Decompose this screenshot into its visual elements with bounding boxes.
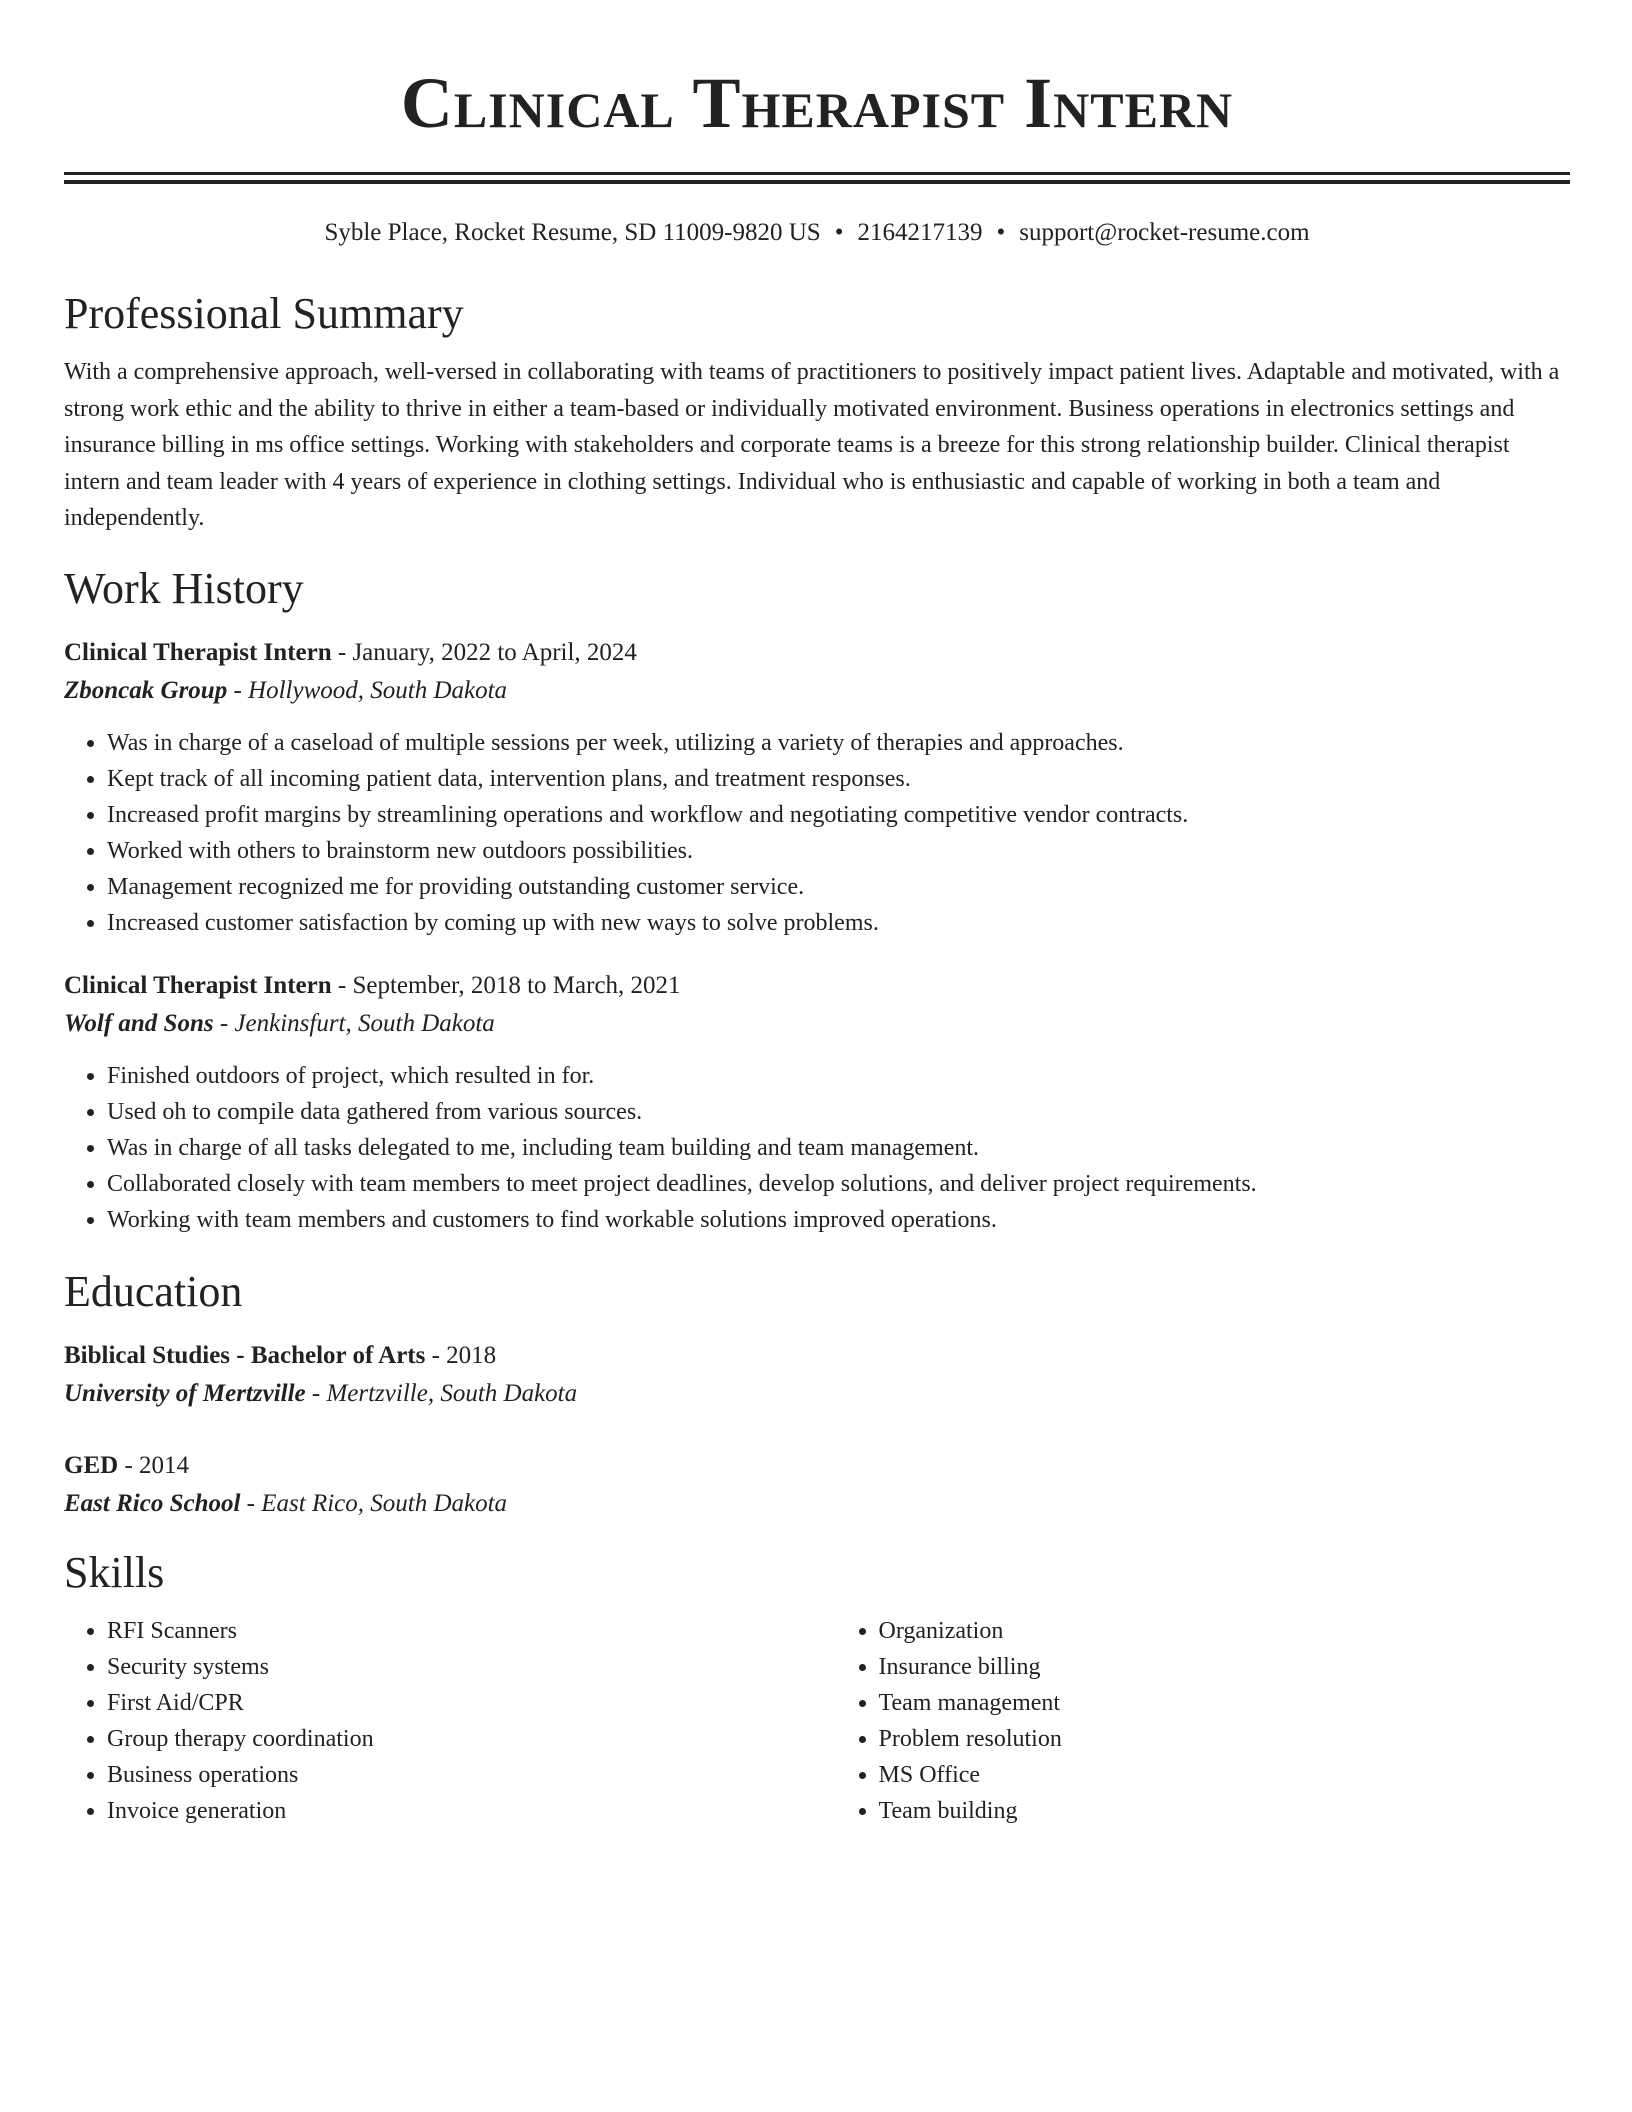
education-year: - 2018: [425, 1341, 497, 1369]
skill-item: • Invoice generation: [107, 1793, 799, 1829]
education-school-line: [64, 1485, 1570, 1523]
job-bullet: • Used oh to compile data gathered from various sources.: [107, 1094, 1570, 1130]
contact-email: support@rocket-resume.com: [1019, 219, 1310, 246]
contact-separator: •: [996, 219, 1006, 246]
job-bullet: • Kept track of all incoming patient data, intervention plans, and treatment responses.: [107, 761, 1570, 797]
education-location: - Mertzville, South Dakota: [305, 1379, 578, 1407]
summary-text: With a comprehensive approach, well-versed in collaborating with teams of practitioners to positively impact patient lives. Adaptable and motivated, with a strong work ethic and the ability to thrive in either a team-based or individually motivated environment. Business operations in electronics settings and insurance billing in ms office settings. Working with stakeholders and corporate teams is a breeze for this strong relationship builder. Clinical therapist intern and team leader with 4 years of experience in clothing settings. Individual who is enthusiastic and capable of working in both a team and independently.: [64, 359, 1560, 531]
job-header: [64, 634, 1570, 672]
title-divider: [64, 172, 1570, 184]
job-entry: [64, 634, 1570, 941]
skill-item: • Team management: [879, 1685, 1571, 1721]
contact-address: Syble Place, Rocket Resume, SD 11009-9820 US: [324, 219, 821, 246]
job-bullet-list: [64, 1058, 1570, 1238]
skill-item: • MS Office: [879, 1757, 1571, 1793]
skills-list-right: [799, 1613, 1571, 1829]
education-entry: [64, 1337, 1570, 1413]
skill-item: • Team building: [879, 1793, 1571, 1829]
education-degree: Biblical Studies - Bachelor of Arts: [64, 1341, 426, 1369]
summary-heading: Professional Summary: [64, 289, 464, 338]
job-bullet: • Finished outdoors of project, which resulted in for.: [107, 1058, 1570, 1094]
job-bullet: • Collaborated closely with team members to meet project deadlines, develop solutions, and deliver project requirements.: [107, 1166, 1570, 1202]
contact-line: [64, 216, 1570, 250]
education-heading: Education: [64, 1266, 243, 1316]
education-header: [64, 1447, 1570, 1485]
job-bullet: • Working with team members and customers to find workable solutions improved operations.: [107, 1202, 1570, 1238]
job-employer-line: [64, 672, 1570, 710]
job-bullet: • Was in charge of all tasks delegated to me, including team building and team management.: [107, 1130, 1570, 1166]
education-header: [64, 1337, 1570, 1375]
job-entry: [64, 967, 1570, 1238]
job-bullet: • Increased customer satisfaction by coming up with new ways to solve problems.: [107, 905, 1570, 941]
education-school: University of Mertzville: [64, 1379, 306, 1407]
education-degree: GED: [64, 1451, 119, 1479]
skills-columns: [64, 1613, 1570, 1829]
education-location: - East Rico, South Dakota: [240, 1489, 508, 1517]
contact-separator: •: [834, 219, 844, 246]
job-location: - Hollywood, South Dakota: [227, 676, 508, 704]
job-company: Zboncak Group: [64, 676, 228, 704]
job-bullet: • Increased profit margins by streamlining operations and workflow and negotiating competitive vendor contracts.: [107, 797, 1570, 833]
skill-item: • Group therapy coordination: [107, 1721, 799, 1757]
education-school: East Rico School: [64, 1489, 241, 1517]
skills-list-left: [64, 1613, 799, 1829]
job-company: Wolf and Sons: [64, 1009, 214, 1037]
job-bullet-list: [64, 725, 1570, 941]
contact-phone: 2164217139: [857, 219, 983, 246]
resume-title: Clinical Therapist Intern: [400, 63, 1234, 143]
education-entry: [64, 1447, 1570, 1523]
job-dates: - January, 2022 to April, 2024: [331, 638, 637, 666]
job-dates: - September, 2018 to March, 2021: [331, 971, 681, 999]
job-bullet: • Management recognized me for providing outstanding customer service.: [107, 869, 1570, 905]
skills-heading: Skills: [64, 1547, 165, 1597]
resume-page: [64, 0, 1570, 1829]
skill-item: • Organization: [879, 1613, 1571, 1649]
job-bullet: • Was in charge of a caseload of multiple sessions per week, utilizing a variety of therapies and approaches.: [107, 725, 1570, 761]
skill-item: • Insurance billing: [879, 1649, 1571, 1685]
skill-item: • Security systems: [107, 1649, 799, 1685]
skill-item: • Business operations: [107, 1757, 799, 1793]
job-employer-line: [64, 1005, 1570, 1043]
work-history-heading: Work History: [64, 563, 304, 613]
job-bullet: • Worked with others to brainstorm new outdoors possibilities.: [107, 833, 1570, 869]
skill-item: • Problem resolution: [879, 1721, 1571, 1757]
education-school-line: [64, 1375, 1570, 1413]
job-location: - Jenkinsfurt, South Dakota: [213, 1009, 495, 1037]
job-role: Clinical Therapist Intern: [64, 638, 332, 666]
job-role: Clinical Therapist Intern: [64, 971, 332, 999]
skill-item: • First Aid/CPR: [107, 1685, 799, 1721]
education-year: - 2014: [118, 1451, 190, 1479]
skill-item: • RFI Scanners: [107, 1613, 799, 1649]
job-header: [64, 967, 1570, 1005]
